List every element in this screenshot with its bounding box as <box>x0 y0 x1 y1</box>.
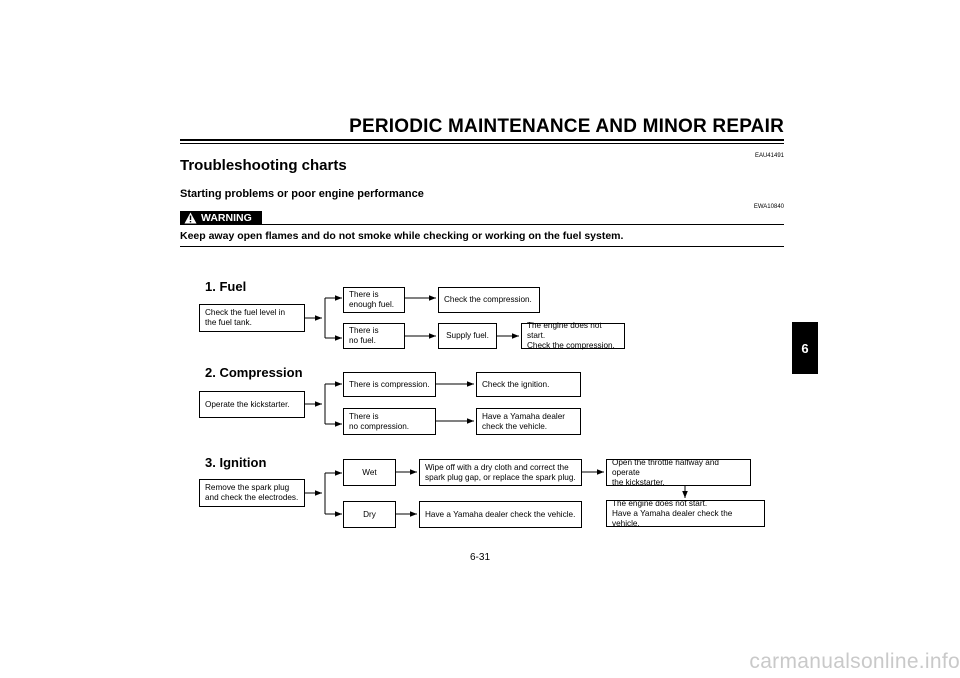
compression-chart-title: 2. Compression <box>205 365 303 380</box>
ignition-wet-box: Wet <box>343 459 396 486</box>
ignition-start-box: Remove the spark plug and check the electrodes. <box>199 479 305 507</box>
chapter-tab: 6 <box>792 322 818 374</box>
ignition-not-start-box: The engine does not start. Have a Yamaha dealer check the vehicle. <box>606 500 765 527</box>
fuel-check-compression-box: Check the compression. <box>438 287 540 313</box>
compression-dealer-box: Have a Yamaha dealer check the vehicle. <box>476 408 581 435</box>
ignition-chart-title: 3. Ignition <box>205 455 267 470</box>
section-title: Troubleshooting charts <box>180 157 347 174</box>
warning-label: WARNING <box>201 212 252 224</box>
fuel-chart-title: 1. Fuel <box>205 279 247 294</box>
warning-text: Keep away open flames and do not smoke while checking or working on the fuel system. <box>180 230 624 242</box>
reference-code: EAU41491 <box>754 153 784 159</box>
section-subtitle: Starting problems or poor engine performance <box>180 188 424 200</box>
page-header-title: PERIODIC MAINTENANCE AND MINOR REPAIR <box>349 116 784 137</box>
ignition-throttle-box: Open the throttle halfway and operate the kickstarter. <box>606 459 751 486</box>
ignition-dealer-box: Have a Yamaha dealer check the vehicle. <box>419 501 582 528</box>
warning-code: EWA10840 <box>753 204 784 210</box>
fuel-no-fuel-box: There is no fuel. <box>343 323 405 349</box>
fuel-start-box: Check the fuel level in the fuel tank. <box>199 304 305 332</box>
watermark: carmanualsonline.info <box>749 650 960 673</box>
compression-present-box: There is compression. <box>343 372 436 397</box>
fuel-not-start-box: The engine does not start. Check the compression. <box>521 323 625 349</box>
ignition-wipe-box: Wipe off with a dry cloth and correct the spark plug gap, or replace the spark plug. <box>419 459 582 486</box>
compression-start-box: Operate the kickstarter. <box>199 391 305 418</box>
compression-check-ignition-box: Check the ignition. <box>476 372 581 397</box>
compression-absent-box: There is no compression. <box>343 408 436 435</box>
ignition-dry-box: Dry <box>343 501 396 528</box>
fuel-enough-box: There is enough fuel. <box>343 287 405 313</box>
fuel-supply-box: Supply fuel. <box>438 323 497 349</box>
page-number: 6-31 <box>469 552 490 563</box>
